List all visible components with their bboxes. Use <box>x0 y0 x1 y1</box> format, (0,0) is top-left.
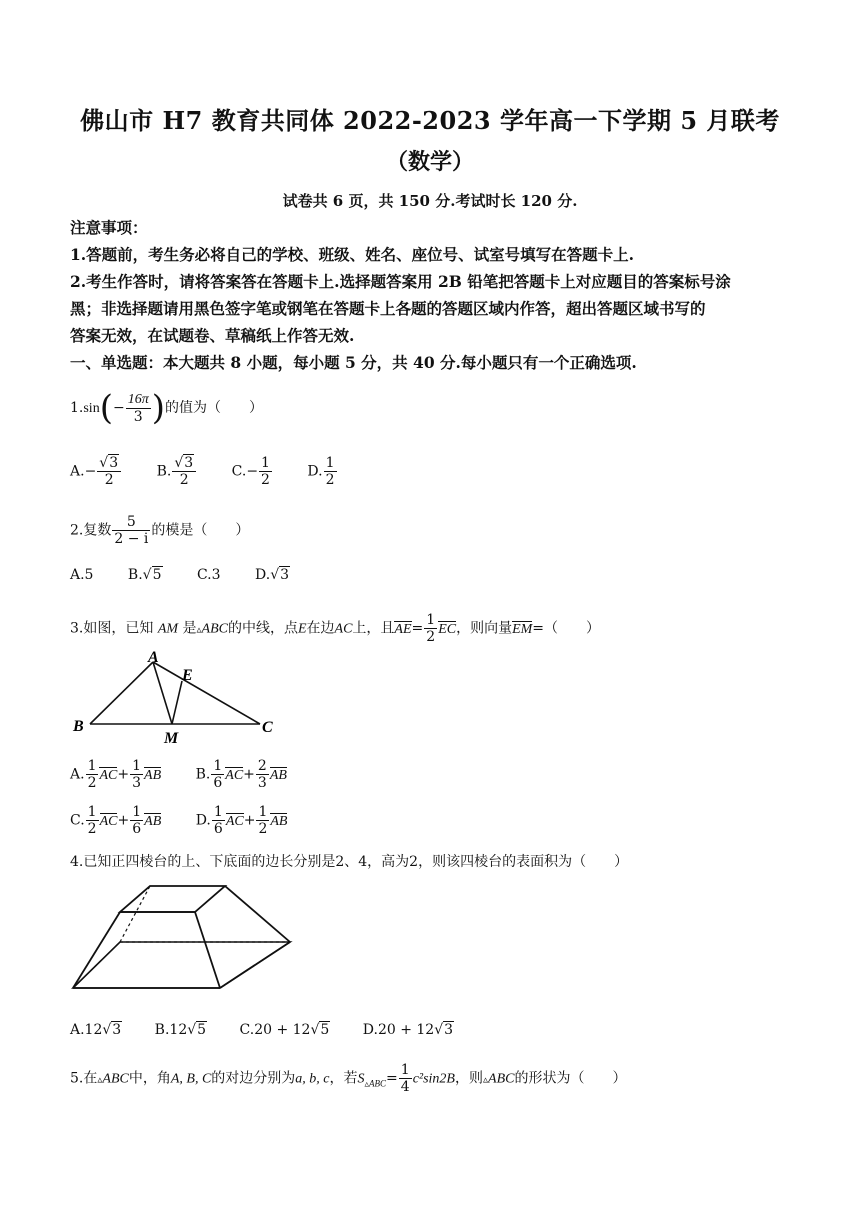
page-title: 佛山市 H7 教育共同体 2022-2023 学年高一下学期 5 月联考 <box>80 106 780 135</box>
q4-option-d-rad: 3 <box>444 1022 454 1038</box>
question-1: 1.sin(− $\frac{16\pi}{3}$ )的值为（ ） <box>70 388 263 428</box>
q5-frac-num: 1 <box>400 1062 410 1078</box>
q3-options-row-1 <box>70 758 317 791</box>
q5-text-2: 中，角 <box>128 1070 171 1087</box>
question-4: 4.已知正四棱台的上、下底面的边长分别是2、4，高为2，则该四棱台的表面积为（ ） <box>70 854 629 870</box>
q4-option-b: B.12√5 <box>154 1022 207 1038</box>
question-2 <box>70 514 249 547</box>
q4-option-d: D.20 + 12√3 <box>362 1022 454 1038</box>
q3-option-b <box>196 758 287 791</box>
notice-item-2-line-3: 答案无效，在试题卷、草稿纸上作答无效. <box>70 326 355 345</box>
fig-label-m: M <box>164 730 179 747</box>
q3-b-d2: 3 <box>257 775 267 791</box>
notice-item-2-line-2: 黑；非选择题请用黑色签字笔或钢笔在答题卡上各题的答题区域内作答，超出答题区域书写的 <box>70 299 706 318</box>
q3-b-vac: AC <box>225 767 244 783</box>
q3-text-7: =（ ） <box>532 620 601 637</box>
q3-a-d2: 3 <box>132 775 142 791</box>
notice-item-1: 1.答题前，考生务必将自己的学校、班级、姓名、座位号、试室号填写在答题卡上. <box>70 245 635 264</box>
q4-option-d-label: D.20 + 12 <box>362 1022 435 1038</box>
q3-text-2: 是 <box>182 620 197 637</box>
q3-d-vac: AC <box>225 813 244 829</box>
q4-option-c-rad: 5 <box>320 1022 330 1038</box>
q3-a-vac: AC <box>99 767 118 783</box>
q3-text-4: 在边 <box>306 620 335 637</box>
exam-meta: 试卷共 6 页，共 150 分.考试时长 120 分. <box>282 192 578 210</box>
q3-ac: AC <box>334 621 353 637</box>
q3-option-d-label: D. <box>195 812 211 829</box>
q1-option-d-label: D. <box>307 463 323 480</box>
q3-option-c-label: C. <box>70 812 85 829</box>
q5-text-6: 的形状为（ ） <box>514 1070 627 1087</box>
q4-option-b-label: B.12 <box>154 1022 188 1038</box>
q3-d-d2: 2 <box>258 821 268 837</box>
q1-option-c-num: 1 <box>261 455 270 471</box>
q1-options <box>70 455 368 488</box>
q3-am: AM <box>157 621 179 637</box>
q4-options <box>70 1022 484 1038</box>
q3-c-d1: 2 <box>87 821 97 837</box>
q5-text-1: 5.在 <box>70 1070 98 1087</box>
q5-frac-den: 4 <box>400 1079 410 1095</box>
q1-option-a-den: 2 <box>97 471 121 488</box>
q1-prefix: 1. <box>70 400 84 416</box>
q1-option-a-rad: 3 <box>109 455 119 471</box>
q3-b-plus: + <box>243 766 255 783</box>
q5-triangle-symbol: ▵ <box>97 1074 103 1086</box>
q4-option-c: C.20 + 12√5 <box>239 1022 330 1038</box>
q3-b-n2: 2 <box>257 758 267 774</box>
q3-a-n1: 1 <box>87 758 97 774</box>
q3-c-d2: 6 <box>132 821 142 837</box>
notice-heading: 注意事项： <box>70 218 148 237</box>
q3-d-n1: 1 <box>213 804 223 820</box>
q5-text-3: 的对边分别为 <box>211 1070 296 1087</box>
q5-s: S <box>357 1071 365 1087</box>
q1-option-c-sign: − <box>246 463 259 480</box>
q2-den: 2 − i <box>114 531 149 547</box>
q3-a-plus: + <box>117 766 130 783</box>
q3-option-a-label: A. <box>70 766 85 783</box>
q2-prefix: 2.复数 <box>70 522 112 539</box>
q1-option-d-num: 1 <box>325 455 335 471</box>
q5-equals: = <box>386 1070 398 1087</box>
q3-vec-em: EM <box>512 621 533 637</box>
q2-suffix: 的模是（ ） <box>151 522 250 539</box>
frustum-figure <box>65 878 335 998</box>
q1-den: 3 <box>126 408 151 425</box>
q4-option-b-rad: 5 <box>197 1022 207 1038</box>
q3-c-plus: + <box>117 812 130 829</box>
section-1-heading: 一、单选题：本大题共 8 小题，每小题 5 分，共 40 分.每小题只有一个正确选项. <box>70 353 637 372</box>
q5-s-subscript: ▵ABC <box>364 1078 387 1089</box>
q1-option-b-den: 2 <box>172 471 196 488</box>
q2-option-b: B.√5 <box>127 567 162 583</box>
q3-option-c <box>70 804 161 837</box>
q4-option-a-rad: 3 <box>112 1022 122 1038</box>
q1-option-a-label: A. <box>70 463 85 480</box>
q5-sides: a, b, c <box>295 1071 330 1087</box>
q3-equals: = <box>411 620 424 637</box>
q3-e: E <box>297 621 307 637</box>
q3-a-n2: 1 <box>132 758 142 774</box>
q1-minus: − <box>112 400 125 416</box>
q3-triangle-symbol: ▵ <box>196 624 202 636</box>
q2-option-d-label: D. <box>255 567 271 583</box>
q3-b-vab: AB <box>269 767 287 783</box>
q3-a-vab: AB <box>144 767 162 783</box>
q2-option-d: D.√3 <box>255 567 290 583</box>
fig-label-b: B <box>73 718 84 735</box>
q3-b-d1: 6 <box>213 775 223 791</box>
q1-option-d-den: 2 <box>325 472 335 488</box>
q3-d-d1: 6 <box>213 821 223 837</box>
q3-text-6: ，则向量 <box>456 620 513 637</box>
q3-option-b-label: B. <box>195 766 211 783</box>
q3-c-vab: AB <box>144 813 162 829</box>
q3-c-vac: AC <box>99 813 118 829</box>
q1-option-b-rad: 3 <box>184 455 194 471</box>
q2-option-c: C.3 <box>196 567 221 583</box>
q1-option-d <box>307 455 337 488</box>
q3-a-d1: 2 <box>87 775 97 791</box>
q2-option-b-rad: 5 <box>152 567 162 583</box>
q5-text-5: ，则 <box>455 1070 483 1087</box>
q3-d-n2: 1 <box>258 804 268 820</box>
q5-angles: A, B, C <box>170 1071 212 1087</box>
q3-text-5: 上，且 <box>352 620 395 637</box>
q3-vec-ec: EC <box>438 621 457 637</box>
q1-num: 16π <box>127 391 149 407</box>
q1-option-a: A.− $\frac{√3}{2}$ <box>70 455 122 488</box>
q1-option-c <box>232 455 273 488</box>
q2-option-b-label: B. <box>127 567 143 583</box>
q3-b-n1: 1 <box>213 758 223 774</box>
q1-fraction <box>126 392 151 425</box>
q1-option-a-sign: − <box>84 463 97 480</box>
q5-text-4: ，若 <box>329 1070 358 1087</box>
q2-fraction <box>112 514 150 547</box>
q3-options-row-2 <box>70 804 317 837</box>
fig-label-c: C <box>262 719 273 736</box>
q1-option-c-den: 2 <box>261 472 270 488</box>
q4-option-a-label: A.12 <box>70 1022 103 1038</box>
q2-options <box>70 567 320 583</box>
q3-half-den: 2 <box>426 629 436 645</box>
fig-label-a: A <box>148 649 159 666</box>
q3-abc: ABC <box>201 621 228 637</box>
q3-text-1: 3.如图，已知 <box>70 620 154 637</box>
q2-option-d-rad: 3 <box>280 567 290 583</box>
q3-c-n1: 1 <box>87 804 97 820</box>
notice-item-2-line-1: 2.考生作答时，请将答案答在答题卡上.选择题答案用 2B 铅笔把答题卡上对应题目的答案标号涂 <box>70 272 731 291</box>
q3-vec-ae: AE <box>394 621 412 637</box>
q3-c-n2: 1 <box>132 804 142 820</box>
question-3 <box>70 612 600 645</box>
q2-num: 5 <box>126 514 136 530</box>
q4-option-c-label: C.20 + 12 <box>239 1022 311 1038</box>
q3-d-vab: AB <box>270 813 288 829</box>
q1-suffix: 的值为（ ） <box>164 400 263 416</box>
q2-option-a: A.5 <box>70 567 94 583</box>
question-5 <box>70 1062 626 1095</box>
q3-option-a <box>70 758 161 791</box>
q1-func: sin <box>83 401 100 416</box>
q5-abc: ABC <box>102 1071 129 1087</box>
triangle-figure <box>70 648 290 748</box>
q5-abc-2: ABC <box>488 1071 515 1087</box>
fig-label-e: E <box>182 667 193 684</box>
q5-expression: c²sin2B <box>412 1071 455 1087</box>
q3-text-3: 的中线，点 <box>227 620 298 637</box>
page-subtitle: （数学） <box>385 149 474 175</box>
q3-option-d <box>196 804 288 837</box>
q1-option-b-label: B. <box>156 463 172 480</box>
q1-option-b: B. $\frac{√3}{2}$ <box>157 455 198 488</box>
q3-half-num: 1 <box>426 612 436 628</box>
q1-option-c-label: C. <box>231 463 247 480</box>
q4-option-a: A.12√3 <box>70 1022 122 1038</box>
q3-d-plus: + <box>243 812 256 829</box>
q5-triangle-symbol-2: ▵ <box>483 1074 489 1086</box>
